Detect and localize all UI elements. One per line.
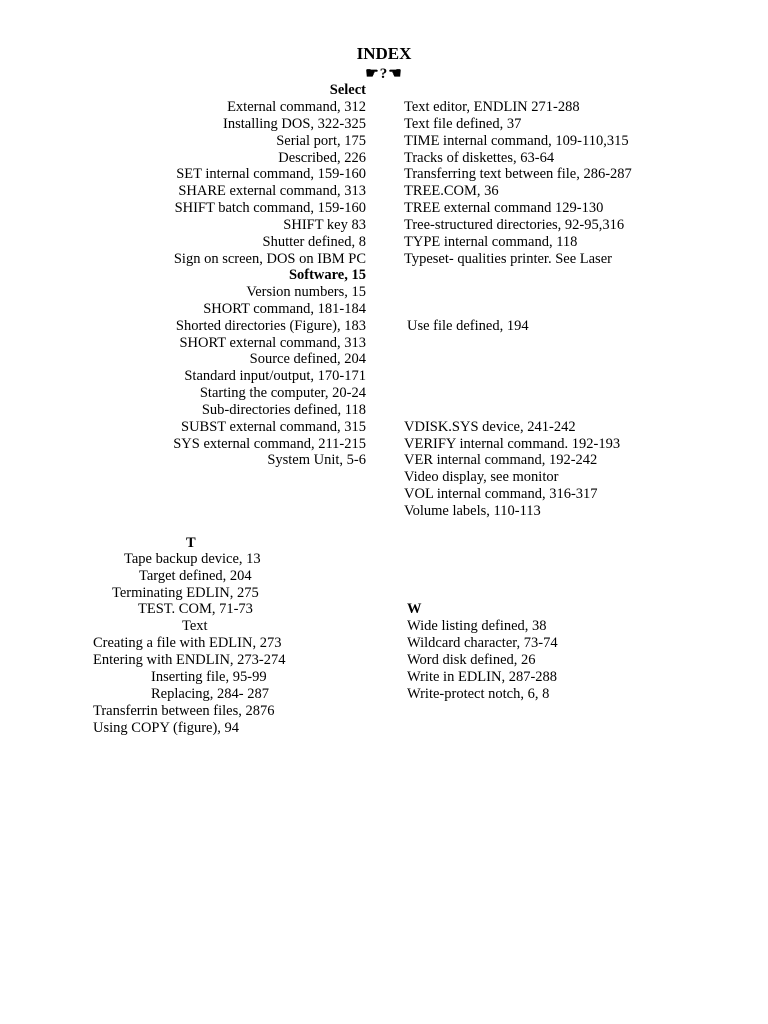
index-entry: Write in EDLIN, 287-288 [407, 669, 558, 685]
index-entry: SYS external command, 211-215 [173, 436, 366, 452]
index-entry: SET internal command, 159-160 [176, 166, 366, 182]
index-entry: Use file defined, 194 [407, 318, 529, 334]
index-entry: Video display, see monitor [404, 469, 559, 485]
index-entry: Installing DOS, 322-325 [223, 116, 366, 132]
index-entry: SHORT external command, 313 [179, 335, 366, 351]
index-entry: Sub-directories defined, 118 [201, 402, 366, 418]
index-entry: TEST. COM, 71-73 [138, 601, 253, 617]
index-entry: VERIFY internal command. 192-193 [404, 436, 621, 452]
index-entry: External command, 312 [227, 99, 366, 115]
index-entry: Described, 226 [278, 150, 366, 166]
index-entry: TYPE internal command, 118 [404, 234, 578, 250]
index-entry: Write-protect notch, 6, 8 [407, 686, 550, 702]
index-entry: SHIFT batch command, 159-160 [174, 200, 366, 216]
index-entry: Typeset- qualities printer. See Laser [404, 251, 612, 267]
index-entry: Entering with ENDLIN, 273-274 [93, 652, 286, 668]
index-entry: Word disk defined, 26 [407, 652, 536, 668]
index-entry: Shorted directories (Figure), 183 [175, 318, 366, 334]
index-entry: Transferring text between file, 286-287 [404, 166, 632, 182]
index-title: INDEX [356, 44, 412, 63]
index-entry: Text [182, 618, 208, 634]
index-entry: TREE.COM, 36 [404, 183, 499, 199]
section-heading: W [407, 601, 422, 617]
index-entry: SHORT command, 181-184 [203, 301, 366, 317]
index-entry: Software, 15 [288, 267, 366, 283]
index-entry: Sign on screen, DOS on IBM PC [173, 251, 366, 267]
index-entry: Standard input/output, 170-171 [184, 368, 366, 384]
index-entry: Tape backup device, 13 [124, 551, 261, 567]
index-entry: Terminating EDLIN, 275 [112, 585, 259, 601]
index-entry: Version numbers, 15 [246, 284, 366, 300]
index-entry: Volume labels, 110-113 [404, 503, 541, 519]
index-entry: Inserting file, 95-99 [151, 669, 267, 685]
index-entry: Text editor, ENDLIN 271-288 [404, 99, 580, 115]
index-entry: Tracks of diskettes, 63-64 [404, 150, 555, 166]
index-entry: Text file defined, 37 [404, 116, 522, 132]
index-entry: SHARE external command, 313 [178, 183, 366, 199]
index-entry: Creating a file with EDLIN, 273 [93, 635, 282, 651]
index-entry: TIME internal command, 109-110,315 [404, 133, 629, 149]
index-entry: SHIFT key 83 [283, 217, 366, 233]
index-entry: Replacing, 284- 287 [151, 686, 269, 702]
index-entry: VER internal command, 192-242 [404, 452, 598, 468]
index-entry: Serial port, 175 [276, 133, 366, 149]
index-entry: SUBST external command, 315 [181, 419, 366, 435]
index-entry: Starting the computer, 20-24 [199, 385, 366, 401]
index-entry: Source defined, 204 [249, 351, 366, 367]
index-entry: Wildcard character, 73-74 [407, 635, 558, 651]
index-entry: System Unit, 5-6 [267, 452, 366, 468]
index-entry: Select [329, 82, 366, 98]
decorative-glyphs: ☛?☚ [365, 66, 403, 82]
index-entry: Transferrin between files, 2876 [93, 703, 275, 719]
index-entry: TREE external command 129-130 [404, 200, 604, 216]
index-entry: Using COPY (figure), 94 [93, 720, 240, 736]
index-entry: Wide listing defined, 38 [407, 618, 547, 634]
index-entry: VDISK.SYS device, 241-242 [404, 419, 576, 435]
index-entry: Target defined, 204 [139, 568, 252, 584]
section-heading: T [186, 535, 196, 551]
index-entry: VOL internal command, 316-317 [404, 486, 598, 502]
index-entry: Shutter defined, 8 [262, 234, 366, 250]
index-entry: Tree-structured directories, 92-95,316 [404, 217, 625, 233]
